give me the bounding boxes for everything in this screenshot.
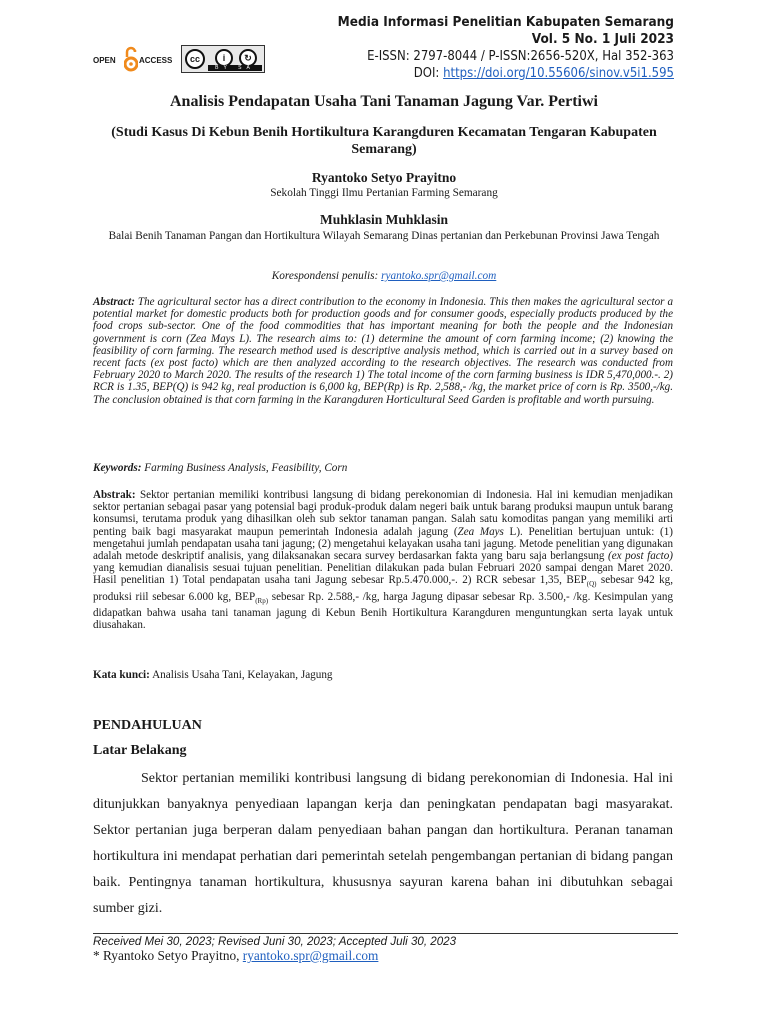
abstract-indonesian-label: Abstrak: bbox=[93, 489, 136, 501]
abstract-english-label: Abstract: bbox=[93, 296, 135, 308]
open-access-text-right: ACCESS bbox=[139, 56, 173, 65]
correspondence-email[interactable]: ryantoko.spr@gmail.com bbox=[381, 270, 497, 282]
bep-rp-subscript: (Rp) bbox=[255, 597, 269, 606]
journal-doi bbox=[338, 65, 674, 82]
open-access-text-left: OPEN bbox=[93, 56, 116, 65]
cc-by-sa-badge bbox=[181, 45, 265, 73]
bep-q-subscript: (Q) bbox=[586, 580, 597, 589]
abstract-indonesian bbox=[93, 489, 673, 632]
abstract-indonesian-text: L). Penelitian bertujuan untuk: (1) mengetahui jumlah pendapatan usaha tani jagung; (2) mengetahui kelayakan usaha tani jagung. Metode penelitian yang digunakan adalah metode deskriptif analisis, yang dilaksanakan secara survey berdasarkan fakta yang baru saja berlangsung bbox=[93, 525, 673, 563]
footer-dates: Received Mei 30, 2023; Revised Juni 30, 2023; Accepted Juli 30, 2023 bbox=[93, 935, 457, 948]
correspondence bbox=[0, 270, 768, 282]
keywords-indonesian-text: Analisis Usaha Tani, Kelayakan, Jagung bbox=[152, 669, 333, 681]
doi-link[interactable]: https://doi.org/10.55606/sinov.v5i1.595 bbox=[443, 66, 674, 81]
body-text bbox=[93, 766, 673, 922]
species-name: Zea Mays bbox=[457, 525, 504, 538]
footer-author bbox=[93, 948, 378, 964]
open-access-lock-icon bbox=[124, 46, 138, 72]
by-person-icon: i bbox=[215, 49, 233, 67]
correspondence-label: Korespondensi penulis: bbox=[271, 270, 382, 282]
author-1-name: Ryantoko Setyo Prayitno bbox=[311, 170, 457, 185]
journal-name: Media Informasi Penelitian Kabupaten Semarang bbox=[337, 14, 674, 30]
keywords-english-text: Farming Business Analysis, Feasibility, Corn bbox=[144, 462, 348, 474]
footnote-divider bbox=[93, 933, 678, 934]
footer-author-name: * Ryantoko Setyo Prayitno, bbox=[93, 948, 243, 963]
cc-badge-text: BY SA bbox=[208, 65, 262, 71]
journal-header bbox=[338, 14, 674, 82]
abstract-indonesian-text: yang kemudian dianalisis sesuai tujuan penelitian. Penelitian dilakukan pada bulan Februari 2020 sampai dengan Maret 2020. Hasil penelitian 1) Total pendapatan usaha tani Jagung sebesar Rp.5.470.000,-. 2) RCR sebesar 1,35, BEP bbox=[93, 562, 673, 587]
journal-issn: E-ISSN: 2797-8044 / P-ISSN:2656-520X, Hal 352-363 bbox=[367, 49, 674, 64]
paper-subtitle: (Studi Kasus Di Kebun Benih Hortikultura Karangduren Kecamatan Tengaran Kabupaten Semarang) bbox=[111, 125, 657, 157]
paper-title: Analisis Pendapatan Usaha Tani Tanaman Jagung Var. Pertiwi bbox=[170, 93, 598, 110]
keywords-indonesian bbox=[93, 669, 333, 681]
subsection-heading: Latar Belakang bbox=[93, 743, 187, 758]
footer-author-email[interactable]: ryantoko.spr@gmail.com bbox=[242, 948, 379, 963]
author-2-affiliation: Balai Benih Tanaman Pangan dan Hortikultura Wilayah Semarang Dinas pertanian dan Perkebunan Provinsi Jawa Tengah bbox=[108, 230, 660, 242]
abstract-english bbox=[93, 296, 673, 406]
cc-icon: cc bbox=[185, 49, 205, 69]
section-heading: PENDAHULUAN bbox=[93, 718, 202, 733]
author-2-name: Muhklasin Muhklasin bbox=[320, 212, 448, 227]
journal-volume: Vol. 5 No. 1 Juli 2023 bbox=[531, 31, 674, 47]
body-paragraph: Sektor pertanian memiliki kontribusi langsung di bidang perekonomian di Indonesia. Hal ini ditunjukkan banyaknya penyediaan lapangan kerja dan peningkatan pendapatan bagi masyarakat. Sektor pertanian juga berperan dalam penyediaan bahan pangan dan hortikultura. Peranan tanaman hortikultura ini mendapat perhatian dari pemerintah setelah pengembangan pertanian di bidang pangan baik. Pentingnya tanaman hortikultura, khususnya sayuran karena bahan ini dibutuhkan sebagai sumber gizi. bbox=[93, 771, 673, 916]
keywords-english bbox=[93, 462, 347, 474]
doi-prefix: DOI: bbox=[413, 66, 444, 81]
open-access-logo bbox=[93, 44, 181, 74]
keywords-indonesian-label: Kata kunci: bbox=[93, 669, 150, 681]
ex-post-facto-term: (ex post facto) bbox=[608, 550, 673, 563]
share-alike-icon: ↻ bbox=[239, 49, 257, 67]
keywords-english-label: Keywords: bbox=[93, 462, 142, 474]
abstract-indonesian-text: Sektor pertanian memiliki kontribusi langsung di bidang perekonomian di Indonesia. Hal ini kemudian menjadikan sektor pertanian sebagai pasar yang potensial bagi produk-produk dalam negeri baik untuk barang produksi maupun untuk barang konsumsi, terutama produk yang dihasilkan oleh sub sektor tanaman pangan. Salah satu komoditas pangan yang memiliki arti penting baik bagi masyarakat maupun pemerintah Indonesia adalah jagung ( bbox=[93, 489, 673, 538]
abstract-indonesian-text: sebesar Rp. 2.588,- /kg, harga Jagung dipasar sebesar Rp. 3.500,- /kg. Kesimpulan yang didapatkan bahwa usaha tani tanaman jagung di Kebun Benih Hortikultura Karangduren menguntungkan serta layak untuk diusahakan. bbox=[93, 590, 673, 632]
abstract-indonesian-text: sebesar 942 kg, produksi riil sebesar 6.000 kg, BEP bbox=[93, 574, 673, 603]
abstract-english-text: The agricultural sector has a direct contribution to the economy in Indonesia. This then makes the agricultural sector a potential market for domestic products both for production goods and for consumer goods, especially products produced by the food crops sub-sector. One of the food commodities that has important meaning for both the people and the Indonesian government is corn (Zea Mays L). The research aims to: (1) determine the amount of corn farming income; (2) knowing the feasibility of corn farming. The research method used is descriptive analysis method, which is carried out in a survey based on recent facts (ex post facto) which are then analyzed according to the research objectives. The research was conducted from February 2020 to March 2020. The results of the research 1) The total income of the corn farming business is IDR 5,470,000.-. 2) RCR is 1.35, BEP(Q) is 942 kg, real production is 6,000 kg, BEP(Rp) is Rp. 2,588,- /kg, the market price of corn is Rp. 3500,-/kg. The conclusion obtained is that corn farming in the Karangduren Horticultural Seed Garden is profitable and worth pursuing. bbox=[93, 296, 673, 406]
author-1-affiliation: Sekolah Tinggi Ilmu Pertanian Farming Semarang bbox=[270, 187, 498, 199]
